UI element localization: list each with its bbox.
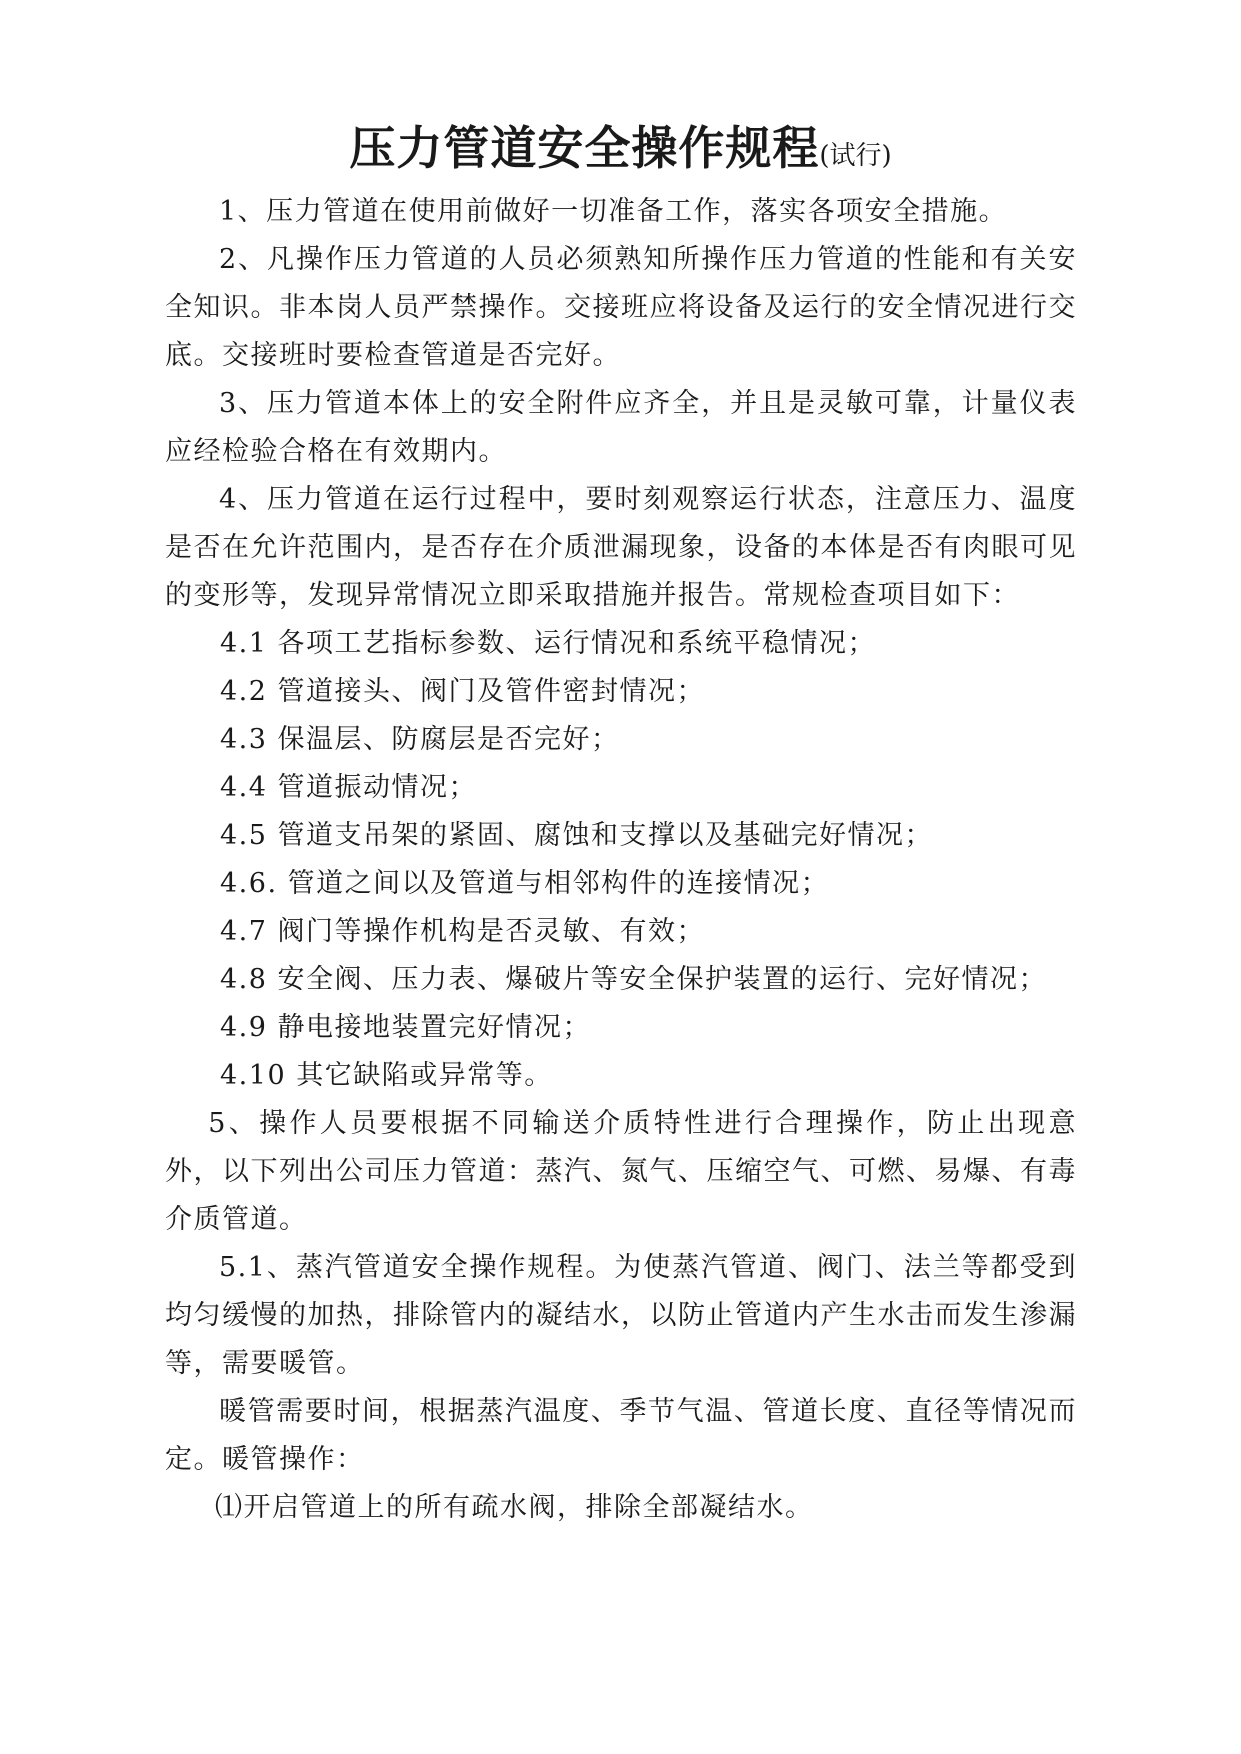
check-item-4-4: 4.4 管道振动情况； [220,772,478,803]
title-suffix: (试行) [819,141,892,171]
check-item-4-2: 4.2 管道接头、阀门及管件密封情况； [220,676,706,707]
check-item-4-9: 4.9 静电接地装置完好情况； [220,1012,592,1043]
paragraph-5: 5、操作人员要根据不同输送介质特性进行合理操作，防止出现意外，以下列出公司压力管道：蒸汽、氮气、压缩空气、可燃、易爆、有毒介质管道。 [165,1108,1077,1235]
check-item-4-5: 4.5 管道支吊架的紧固、腐蚀和支撑以及基础完好情况； [220,820,934,851]
check-item-4-7: 4.7 阀门等操作机构是否灵敏、有效； [220,916,706,947]
check-item-4-10: 4.10 其它缺陷或异常等。 [220,1060,553,1091]
paragraph-5-1: 5.1、蒸汽管道安全操作规程。为使蒸汽管道、阀门、法兰等都受到均匀缓慢的加热，排除管内的凝结水，以防止管道内产生水击而发生渗漏等，需要暖管。 [165,1252,1077,1379]
paragraph-warmup: 暖管需要时间，根据蒸汽温度、季节气温、管道长度、直径等情况而定。暖管操作： [165,1396,1077,1475]
document-body [165,188,1077,1532]
step-1: ⑴开启管道上的所有疏水阀，排除全部凝结水。 [215,1492,814,1523]
check-item-4-1: 4.1 各项工艺指标参数、运行情况和系统平稳情况； [220,628,877,659]
paragraph-2: 2、凡操作压力管道的人员必须熟知所操作压力管道的性能和有关安全知识。非本岗人员严禁操作。交接班应将设备及运行的安全情况进行交底。交接班时要检查管道是否完好。 [165,244,1077,371]
paragraph-3: 3、压力管道本体上的安全附件应齐全，并且是灵敏可靠，计量仪表应经检验合格在有效期内。 [165,388,1077,467]
page-title [0,118,1241,186]
check-item-4-8: 4.8 安全阀、压力表、爆破片等安全保护装置的运行、完好情况； [220,964,1048,995]
check-item-4-3: 4.3 保温层、防腐层是否完好； [220,724,620,755]
paragraph-1: 1、压力管道在使用前做好一切准备工作，落实各项安全措施。 [219,196,1008,227]
check-item-4-6: 4.6. 管道之间以及管道与相邻构件的连接情况； [220,868,830,899]
paragraph-4: 4、压力管道在运行过程中，要时刻观察运行状态，注意压力、温度是否在允许范围内，是否存在介质泄漏现象，设备的本体是否有肉眼可见的变形等，发现异常情况立即采取措施并报告。常规检查项目如下： [165,484,1077,611]
title-text: 压力管道安全操作规程 [349,121,820,175]
